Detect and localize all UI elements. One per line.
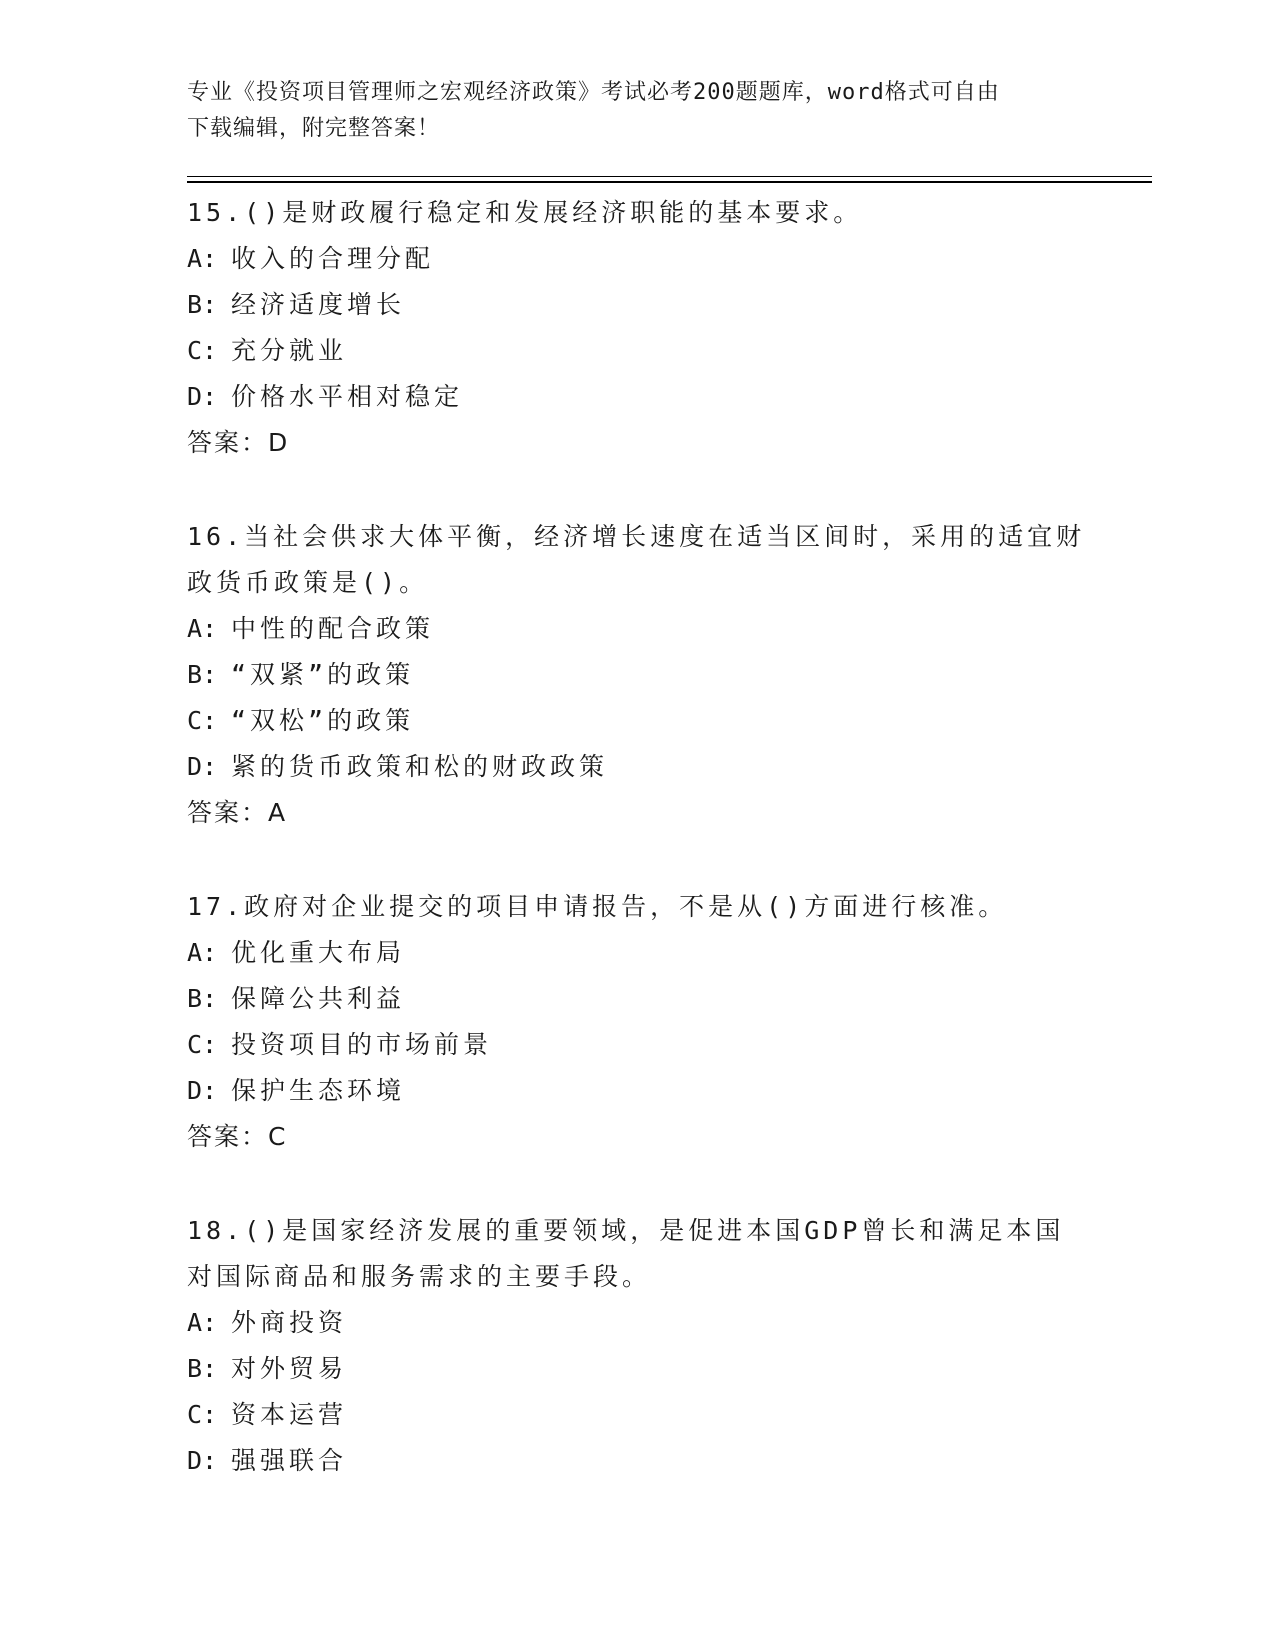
option-d [187,1438,1087,1484]
option-text: 经济适度增长 [231,290,406,319]
option-c [187,328,1087,374]
header-line-2: 下载编辑，附完整答案！ [187,116,441,141]
option-text: 收入的合理分配 [231,244,435,273]
option-letter: C: [187,1400,218,1429]
question-15 [187,190,1087,466]
option-text: “双紧”的政策 [231,660,415,689]
question-18 [187,1208,1087,1484]
question-list [187,190,1087,1532]
option-a [187,1300,1087,1346]
option-d [187,744,1087,790]
option-d [187,1068,1087,1114]
option-letter: B: [187,1354,218,1383]
option-letter: D: [187,382,218,411]
header-line-1: 专业《投资项目管理师之宏观经济政策》考试必考200题题库，word格式可自由 [187,80,1000,105]
option-text: 强强联合 [231,1446,348,1475]
option-text: 中性的配合政策 [231,614,435,643]
option-text: 保障公共利益 [231,984,406,1013]
option-text: 充分就业 [231,336,348,365]
option-d [187,374,1087,420]
option-text: 投资项目的市场前景 [231,1030,493,1059]
option-letter: A: [187,1308,218,1337]
option-b [187,976,1087,1022]
option-letter: A: [187,244,218,273]
document-header [187,75,1087,147]
option-letter: D: [187,1446,218,1475]
option-text: 对外贸易 [231,1354,348,1383]
option-b [187,652,1087,698]
answer-label: 答案：D [187,428,290,457]
option-letter: B: [187,984,218,1013]
option-c [187,698,1087,744]
answer-label: 答案：C [187,1122,288,1151]
option-letter: C: [187,336,218,365]
option-letter: B: [187,290,218,319]
option-a [187,236,1087,282]
option-letter: D: [187,1076,218,1105]
option-a [187,930,1087,976]
option-c [187,1392,1087,1438]
option-letter: D: [187,752,218,781]
header-divider-thick [187,181,1152,183]
option-letter: A: [187,938,218,967]
question-stem: 18.()是国家经济发展的重要领域，是促进本国GDP曾长和满足本国对国际商品和服务需求的主要手段。 [187,1216,1065,1291]
option-text: “双松”的政策 [231,706,415,735]
question-16 [187,514,1087,836]
option-text: 优化重大布局 [231,938,406,967]
option-text: 保护生态环境 [231,1076,406,1105]
question-stem: 15.()是财政履行稳定和发展经济职能的基本要求。 [187,198,863,227]
option-text: 外商投资 [231,1308,348,1337]
question-stem: 17.政府对企业提交的项目申请报告，不是从()方面进行核准。 [187,892,1008,921]
option-text: 紧的货币政策和松的财政政策 [231,752,609,781]
option-letter: A: [187,614,218,643]
question-stem: 16.当社会供求大体平衡，经济增长速度在适当区间时，采用的适宜财政货币政策是()。 [187,522,1086,597]
option-text: 资本运营 [231,1400,348,1429]
option-letter: C: [187,1030,218,1059]
option-a [187,606,1087,652]
option-b [187,282,1087,328]
header-divider-thin [187,176,1152,177]
option-b [187,1346,1087,1392]
option-c [187,1022,1087,1068]
option-text: 价格水平相对稳定 [231,382,464,411]
option-letter: B: [187,660,218,689]
option-letter: C: [187,706,218,735]
question-17 [187,884,1087,1160]
answer-label: 答案：A [187,798,288,827]
